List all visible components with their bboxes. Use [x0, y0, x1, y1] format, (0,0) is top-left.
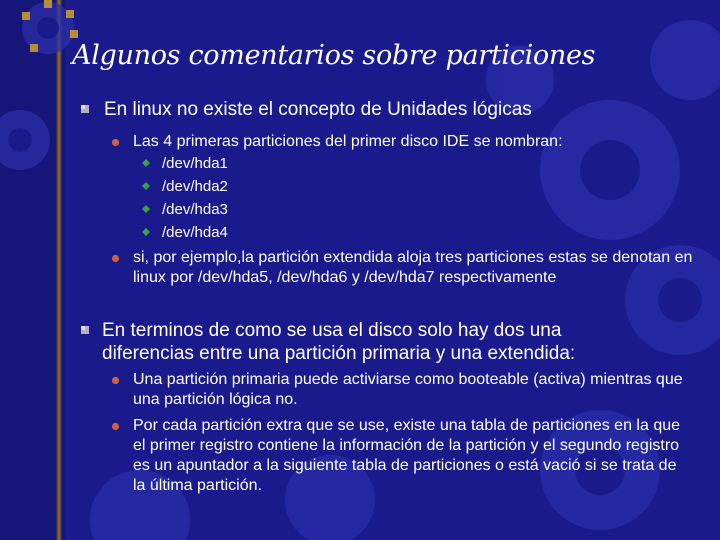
diamond-bullet-icon: [142, 159, 150, 167]
bullet-text-2: En terminos de como se usa el disco solo hay dos una diferencias entre una partición primaria y una extendida:: [102, 320, 576, 364]
bullet-icon: [111, 254, 120, 263]
bullet-icon: [80, 325, 90, 335]
diamond-bullet-icon: [142, 182, 150, 190]
bullet-icon: [111, 376, 120, 385]
list-item-hda4: /dev/hda4: [162, 224, 228, 241]
list-item-hda3: /dev/hda3: [162, 201, 228, 218]
bullet-text-2-1: Una partición primaria puede activiarse como booteable (activa) mientras que una partición lógica no.: [133, 371, 683, 408]
bullet-icon: [111, 138, 120, 147]
list-item-hda2: /dev/hda2: [162, 178, 228, 195]
slide-title: Algunos comentarios sobre particiones: [72, 40, 596, 71]
bullet-text-2-2: Por cada partición extra que se use, existe una tabla de particiones en la que el primer registro contiene la información de la partición y el segundo registro es un apuntador a la siguiente tabla de particiones o está vació si se trata de la última partición.: [133, 417, 681, 494]
diamond-bullet-icon: [142, 205, 150, 213]
bullet-text-1-1: Las 4 primeras particiones del primer disco IDE se nombran:: [133, 133, 563, 150]
diamond-bullet-icon: [142, 228, 150, 236]
bullet-icon: [80, 104, 90, 114]
bullet-icon: [111, 422, 120, 431]
bullet-text-1: En linux no existe el concepto de Unidades lógicas: [104, 99, 532, 120]
list-item-hda1: /dev/hda1: [162, 155, 228, 172]
bullet-text-1-2: si, por ejemplo,la partición extendida aloja tres particiones estas se denotan en linux por /dev/hda5, /dev/hda6 y /dev/hda7 respectivamente: [133, 249, 693, 286]
